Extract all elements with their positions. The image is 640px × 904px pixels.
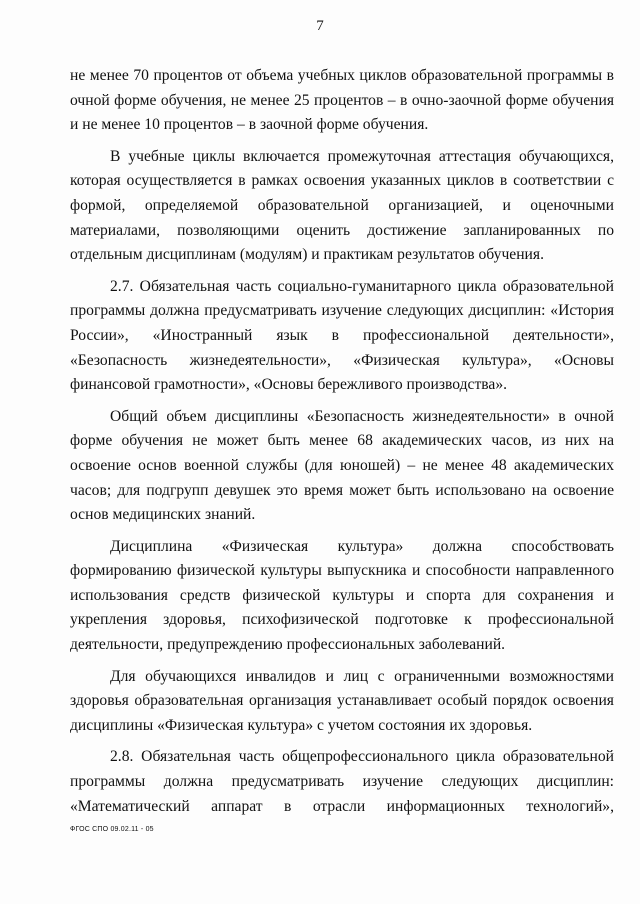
paragraph-disabled-students: Для обучающихся инвалидов и лиц с ограниченными возможностями здоровья образовательная организация устанавливает особый порядок освоения дисциплины «Физическая культура» с учетом состояния их здоровья.	[70, 667, 614, 734]
paragraph-2-8-general-professional-cycle: 2.8. Обязательная часть общепрофессионального цикла образовательной программы должна предусматривать изучение следующих дисциплин: «Математический аппарат в отрасли информационных технологий»,	[70, 748, 614, 815]
footer-standard-code: ФГОС СПО 09.02.11 - 05	[70, 826, 154, 833]
paragraph-physical-culture: Дисциплина «Физическая культура» должна способствовать формированию физической культуры выпускника и способности направленного использования средств физической культуры и спорта для сохранения и укрепления здоровья, психофизической подготовке к профессиональной деятельности, предупреждению профессиональных заболеваний.	[70, 537, 614, 654]
document-body	[70, 64, 614, 819]
page-number: 7	[316, 18, 324, 34]
paragraph-intermediate-assessment: В учебные циклы включается промежуточная аттестация обучающихся, которая осуществляется в рамках освоения указанных циклов в соответствии с формой, определяемой образовательной организацией, и оценочными материалами, позволяющими оценить достижение запланированных по отдельным дисциплинам (модулям) и практикам результатов обучения.	[70, 147, 614, 264]
paragraph-continuation: не менее 70 процентов от объема учебных циклов образовательной программы в очной форме обучения, не менее 25 процентов – в очно-заочной форме обучения и не менее 10 процентов – в заочной форме обучения.	[70, 67, 614, 134]
paragraph-2-7-social-humanitarian-cycle: 2.7. Обязательная часть социально-гуманитарного цикла образовательной программы должна предусматривать изучение следующих дисциплин: «История России», «Иностранный язык в профессиональной деятельности», «Безопасность жизнедеятельности», «Физическая культура», «Основы финансовой грамотности», «Основы бережливого производства».	[70, 277, 614, 394]
paragraph-life-safety-hours: Общий объем дисциплины «Безопасность жизнедеятельности» в очной форме обучения не может быть менее 68 академических часов, из них на освоение основ военной службы (для юношей) – не менее 48 академических часов; для подгрупп девушек это время может быть использовано на освоение основ медицинских знаний.	[70, 407, 614, 524]
